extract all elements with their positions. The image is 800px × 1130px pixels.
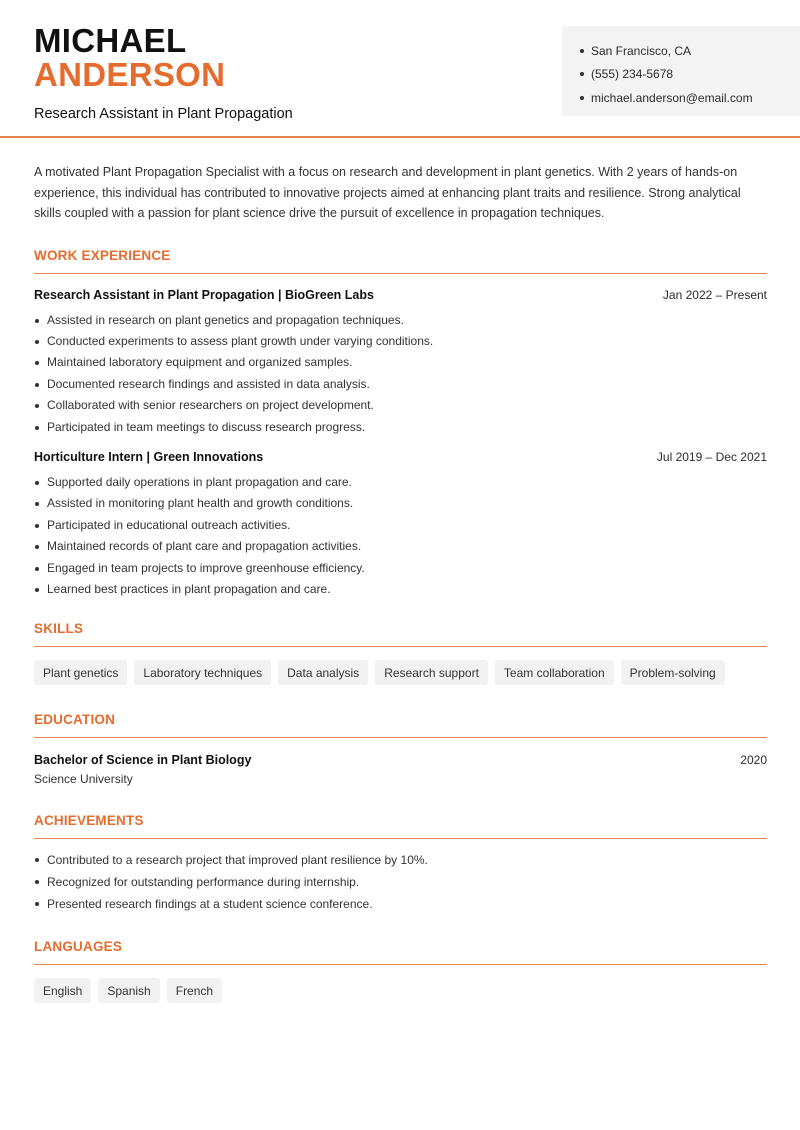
list-item: Maintained records of plant care and propagation activities. — [34, 536, 767, 557]
bullet-icon — [580, 72, 584, 76]
language-tag: French — [167, 978, 222, 1003]
contact-location-text: San Francisco, CA — [591, 43, 692, 58]
section-title-work: WORK EXPERIENCE — [34, 248, 767, 274]
job-role: Horticulture Intern | Green Innovations — [34, 449, 264, 464]
job-bullets — [34, 310, 767, 438]
skills-section — [34, 621, 767, 685]
list-item: Participated in team meetings to discuss research progress. — [34, 417, 767, 438]
education-section — [34, 712, 767, 786]
contact-phone-text: (555) 234-5678 — [591, 67, 674, 82]
bullet-icon — [580, 96, 584, 100]
contact-box — [562, 26, 800, 116]
list-item: Supported daily operations in plant propagation and care. — [34, 472, 767, 493]
list-item: Collaborated with senior researchers on project development. — [34, 395, 767, 416]
education-year: 2020 — [740, 753, 767, 768]
languages-section — [34, 939, 767, 1003]
contact-phone — [580, 63, 800, 87]
contact-location — [580, 39, 800, 63]
section-title-achievements: ACHIEVEMENTS — [34, 813, 767, 839]
languages-tags — [34, 978, 767, 1003]
list-item: Assisted in monitoring plant health and growth conditions. — [34, 493, 767, 514]
skill-tag: Problem-solving — [621, 660, 725, 685]
list-item: Conducted experiments to assess plant growth under varying conditions. — [34, 331, 767, 352]
section-title-skills: SKILLS — [34, 621, 767, 647]
contact-email — [580, 86, 800, 110]
work-experience-section — [34, 248, 767, 601]
skill-tag: Plant genetics — [34, 660, 127, 685]
list-item: Learned best practices in plant propagation and care. — [34, 579, 767, 600]
list-item: Documented research findings and assisted in data analysis. — [34, 374, 767, 395]
list-item: Engaged in team projects to improve greenhouse efficiency. — [34, 558, 767, 579]
job-title: Research Assistant in Plant Propagation — [34, 106, 293, 122]
skill-tag: Research support — [375, 660, 488, 685]
job-role: Research Assistant in Plant Propagation | BioGreen Labs — [34, 287, 374, 302]
job-bullets — [34, 472, 767, 600]
bullet-icon — [580, 49, 584, 53]
language-tag: Spanish — [98, 978, 159, 1003]
section-title-languages: LANGUAGES — [34, 939, 767, 965]
summary: A motivated Plant Propagation Specialist with a focus on research and development in plant genetics. With 2 years of hands-on experience, this individual has contributed to innovative projects aimed at enhancing plant traits and resilience. Strong analytical skills coupled with a passion for plant science drive the pursuit of excellence in propagation techniques. — [34, 165, 741, 220]
job-entry — [34, 288, 767, 438]
skill-tag: Data analysis — [278, 660, 368, 685]
achievements-section — [34, 813, 767, 915]
job-entry — [34, 450, 767, 600]
list-item: Participated in educational outreach activities. — [34, 515, 767, 536]
name-block — [34, 24, 293, 122]
last-name: ANDERSON — [34, 56, 226, 93]
language-tag: English — [34, 978, 91, 1003]
list-item: Recognized for outstanding performance during internship. — [34, 871, 767, 893]
achievements-list — [34, 849, 767, 915]
skill-tag: Team collaboration — [495, 660, 614, 685]
education-school: Science University — [34, 772, 133, 787]
job-date: Jan 2022 – Present — [662, 287, 767, 302]
education-degree: Bachelor of Science in Plant Biology — [34, 753, 252, 768]
list-item: Maintained laboratory equipment and organized samples. — [34, 352, 767, 373]
first-name: MICHAEL — [34, 22, 187, 59]
list-item: Contributed to a research project that improved plant resilience by 10%. — [34, 849, 767, 871]
resume-header — [0, 0, 800, 138]
job-date: Jul 2019 – Dec 2021 — [656, 449, 767, 464]
contact-email-text: michael.anderson@email.com — [591, 90, 753, 105]
list-item: Presented research findings at a student science conference. — [34, 893, 767, 915]
section-title-education: EDUCATION — [34, 712, 767, 738]
resume-body — [34, 162, 767, 1003]
skill-tag: Laboratory techniques — [134, 660, 271, 685]
skills-tags — [34, 660, 767, 685]
list-item: Assisted in research on plant genetics and propagation techniques. — [34, 310, 767, 331]
